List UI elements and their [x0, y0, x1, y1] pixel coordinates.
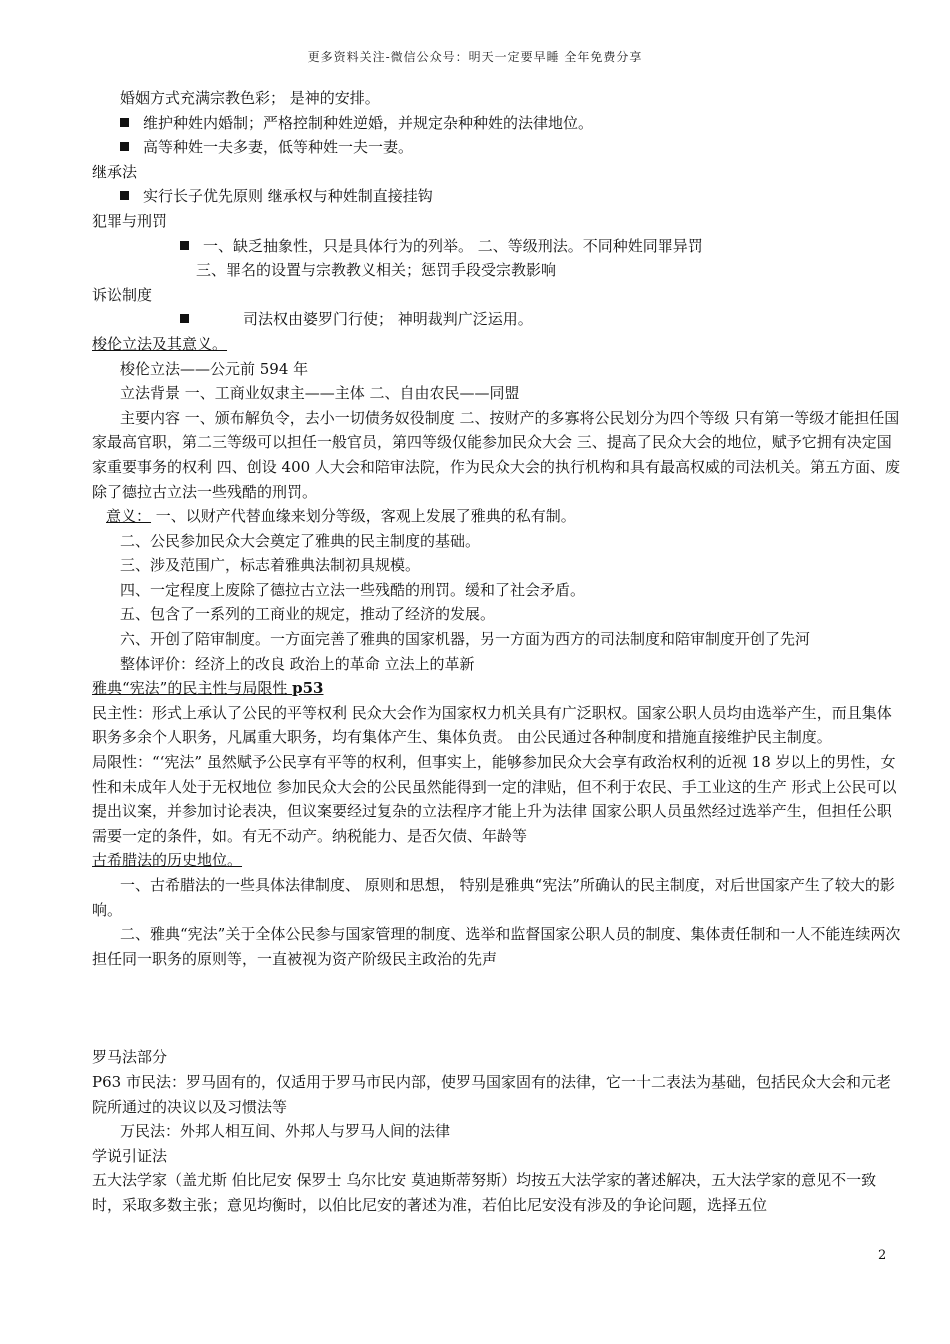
bullet-item — [92, 307, 904, 332]
paragraph: 一、古希腊法的一些具体法律制度、 原则和思想， 特别是雅典“宪法”所确认的民主制度，对后世国家产生了较大的影响。 — [92, 876, 895, 919]
section-heading: 学说引证法 — [92, 1146, 168, 1165]
document-body — [92, 86, 904, 1218]
page-reference: p53 — [292, 679, 324, 698]
section-heading-underlined: 古希腊法的历史地位。 — [92, 851, 243, 870]
text-line: 六、开创了陪审制度。一方面完善了雅典的国家机器，另一方面为西方的司法制度和陪审制度开创了先河 — [120, 630, 811, 649]
paragraph: 二、雅典“宪法”关于全体公民参与国家管理的制度、选举和监督国家公职人员的制度、集体责任制和一人不能连续两次担任同一职务的原则等，一直被视为资产阶级民主政治的先声 — [92, 925, 901, 968]
heading-text: 雅典“宪法”的民主性与局限性 — [92, 679, 293, 698]
paragraph: 五大法学家（盖尤斯 伯比尼安 保罗士 乌尔比安 莫迪斯蒂努斯）均按五大法学家的著述解决，五大法学家的意见不一致时，采取多数主张；意见均衡时，以伯比尼安的著述为准，若伯比尼安没有涉及的争论问题，选择五位 — [92, 1171, 877, 1214]
section-heading: 罗马法部分 — [92, 1048, 168, 1067]
text-line: 婚姻方式充满宗教色彩； 是神的安排。 — [120, 89, 380, 107]
square-bullet-icon — [180, 314, 189, 323]
bullet-item — [92, 184, 904, 209]
text-line: 四、一定程度上废除了德拉古立法一些残酷的刑罚。缓和了社会矛盾。 — [120, 580, 586, 599]
section-heading: 诉讼制度 — [92, 285, 153, 304]
section-heading-underlined: 梭伦立法及其意义。 — [92, 334, 228, 353]
paragraph: 局限性：“‘宪法” 虽然赋予公民享有平等的权利，但事实上，能够参加民众大会享有政治权利的近视 18 岁以上的男性，女性和未成年人处于无权地位 参加民众大会的公民虽然能得到一定的津贴，但不利于农民、手工业这的生产 形式上公民可以提出议案，并参加讨论表决，但议案要经过复杂的立法程序才能上升为法律 国家公职人员虽然经过选举产生，但担任公职需要一定的条件，如。有无不动产。纳税能力、是否欠债、年龄等 — [92, 753, 897, 845]
paragraph: 民主性：形式上承认了公民的平等权利 民众大会作为国家权力机关具有广泛职权。国家公职人员均由选举产生，而且集体职务多余个人职务，凡属重大职务，均有集体产生、集体负责。 由公民通过各种制度和措施直接维护民主制度。 — [92, 703, 892, 747]
bullet-text: 一、缺乏抽象性，只是具体行为的列举。 二、等级刑法。不同种姓同罪异罚 — [203, 236, 703, 255]
bullet-text: 高等种姓一夫多妻，低等种姓一夫一妻。 — [143, 138, 414, 157]
section-heading-underlined — [92, 676, 904, 701]
text-line: 二、公民参加民众大会奠定了雅典的民主制度的基础。 — [120, 531, 481, 550]
section-heading: 继承法 — [92, 162, 138, 181]
bullet-text: 实行长子优先原则 继承权与种姓制直接挂钩 — [143, 187, 433, 206]
text-line: 五、包含了一系列的工商业的规定，推动了经济的发展。 — [120, 605, 496, 624]
text-line: 梭伦立法——公元前 594 年 — [120, 359, 309, 378]
square-bullet-icon — [180, 241, 189, 250]
square-bullet-icon — [120, 118, 129, 127]
text-line — [92, 504, 904, 529]
section-heading: 犯罪与刑罚 — [92, 211, 168, 230]
square-bullet-icon — [120, 142, 129, 151]
paragraph: P63 市民法：罗马固有的，仅适用于罗马市民内部，使罗马国家固有的法律，它一十二表法为基础，包括民众大会和元老院所通过的决议以及习惯法等 — [92, 1072, 891, 1116]
bullet-item — [92, 111, 904, 136]
bullet-item — [92, 135, 904, 160]
text-line: 整体评价：经济上的改良 政治上的革命 立法上的革新 — [120, 654, 475, 673]
bullet-item — [92, 234, 904, 259]
text-line: 万民法：外邦人相互间、外邦人与罗马人间的法律 — [120, 1122, 451, 1141]
text-line: 立法背景 一、工商业奴隶主——主体 二、自由农民——同盟 — [120, 384, 520, 403]
text-line: 三、罪名的设置与宗教教义相关；惩罚手段受宗教影响 — [196, 261, 557, 280]
page-header: 更多资料关注-微信公众号：明天一定要早睡 全年免费分享 — [307, 50, 643, 64]
paragraph: 主要内容 一、颁布解负令，去小一切债务奴役制度 二、按财产的多寡将公民划分为四个等级 只有第一等级才能担任国家最高官职，第二三等级可以担任一般官员，第四等级仅能参加民众大会 三、提高了民众大会的地位，赋予它拥有决定国家重要事务的权利 四、创设 400 人大会和陪审法院，作为民众大会的执行机构和具有最高权威的司法机关。第五方面、废除了德拉古立法一些残酷的刑罚。 — [92, 408, 900, 501]
significance-text: 一、以财产代替血缘来划分等级，客观上发展了雅典的私有制。 — [151, 507, 576, 526]
text-line: 三、涉及范围广，标志着雅典法制初具规模。 — [120, 556, 421, 575]
bullet-text: 维护种姓内婚制；严格控制种姓逆婚，并规定杂种种姓的法律地位。 — [143, 113, 594, 132]
page-number: 2 — [878, 1248, 887, 1263]
bullet-text: 司法权由婆罗门行使； 神明裁判广泛运用。 — [243, 310, 533, 329]
significance-label: 意义： — [106, 507, 152, 526]
square-bullet-icon — [120, 191, 129, 200]
